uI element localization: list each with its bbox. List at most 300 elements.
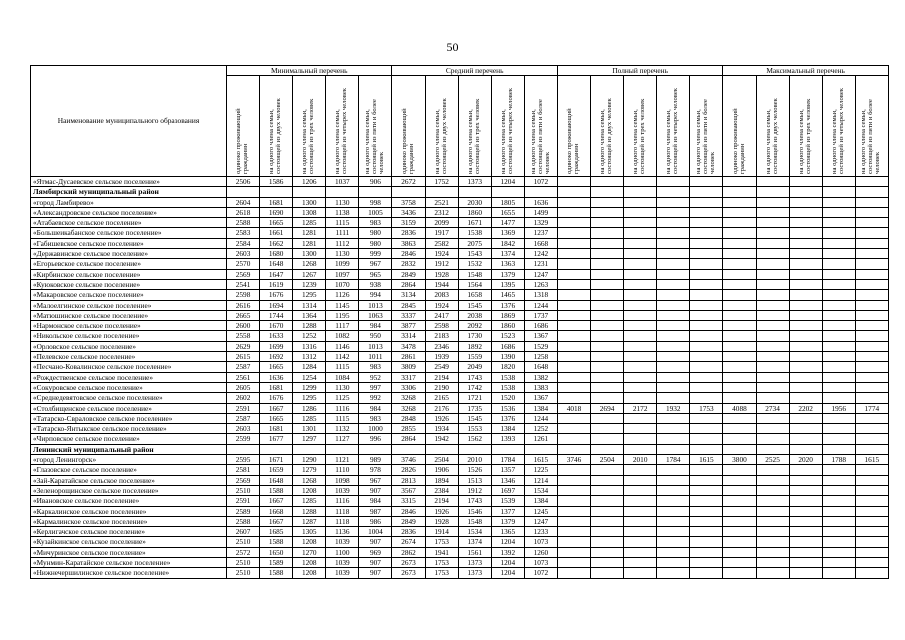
value-cell: 1588	[260, 537, 293, 547]
value-cell	[822, 516, 855, 526]
table-row	[31, 527, 889, 537]
value-cell: 2734	[756, 403, 789, 413]
value-cell	[690, 372, 723, 382]
value-cell	[756, 218, 789, 228]
value-cell	[756, 249, 789, 259]
value-cell	[855, 485, 888, 495]
value-cell: 2190	[425, 382, 458, 392]
value-cell: 1267	[293, 269, 326, 279]
value-cell: 1100	[326, 547, 359, 557]
value-cell: 1384	[491, 424, 524, 434]
value-cell: 1132	[326, 424, 359, 434]
value-cell	[789, 290, 822, 300]
value-cell	[723, 424, 756, 434]
value-cell: 2694	[591, 403, 624, 413]
value-cell	[756, 290, 789, 300]
value-cell: 1685	[260, 527, 293, 537]
value-cell	[690, 249, 723, 259]
sub-header-label: на одного члена семьи, состоящей из трех человек	[797, 98, 812, 174]
value-cell	[690, 279, 723, 289]
value-cell: 2598	[227, 290, 260, 300]
value-cell: 2618	[227, 207, 260, 217]
value-cell	[723, 177, 756, 187]
value-cell: 2194	[425, 496, 458, 506]
value-cell	[690, 516, 723, 526]
value-cell: 984	[359, 496, 392, 506]
value-cell	[723, 393, 756, 403]
value-cell	[756, 341, 789, 351]
sub-header-cell	[822, 76, 855, 177]
sub-header-label: на одного члена семьи, состоящей из двух человек	[599, 98, 614, 174]
value-cell: 1312	[293, 352, 326, 362]
value-cell	[690, 300, 723, 310]
value-cell: 1735	[458, 403, 491, 413]
value-cell: 1538	[491, 382, 524, 392]
municipality-name: «Мунмин-Каратайское сельское поселение»	[31, 557, 227, 567]
value-cell	[789, 238, 822, 248]
value-cell	[557, 465, 590, 475]
value-cell: 1588	[260, 485, 293, 495]
value-cell	[591, 434, 624, 444]
value-cell: 1912	[425, 259, 458, 269]
value-cell	[624, 485, 657, 495]
value-cell	[657, 465, 690, 475]
value-cell	[624, 475, 657, 485]
municipality-name: «Ятмас-Дусаевское сельское поселение»	[31, 177, 227, 187]
value-cell: 2172	[624, 403, 657, 413]
value-cell: 1244	[524, 413, 557, 423]
value-cell: 938	[359, 279, 392, 289]
value-cell	[822, 228, 855, 238]
value-cell	[657, 516, 690, 526]
value-cell: 1665	[260, 218, 293, 228]
value-cell	[690, 238, 723, 248]
value-cell	[822, 187, 855, 197]
value-cell: 1532	[458, 259, 491, 269]
value-cell	[624, 259, 657, 269]
value-cell: 2607	[227, 527, 260, 537]
value-cell: 1284	[293, 362, 326, 372]
value-cell	[855, 177, 888, 187]
value-cell: 2598	[425, 321, 458, 331]
value-cell: 1004	[359, 527, 392, 537]
value-cell: 1295	[293, 290, 326, 300]
value-cell	[591, 516, 624, 526]
value-cell	[855, 321, 888, 331]
value-cell	[855, 516, 888, 526]
value-cell: 1364	[293, 310, 326, 320]
sub-header-cell	[491, 76, 524, 177]
value-cell	[855, 187, 888, 197]
value-cell	[789, 413, 822, 423]
value-cell	[657, 496, 690, 506]
value-cell: 1860	[491, 321, 524, 331]
sub-header-cell	[524, 76, 557, 177]
municipality-name: «Татарско-Янтыкское сельское поселение»	[31, 424, 227, 434]
value-cell	[855, 279, 888, 289]
value-cell	[789, 434, 822, 444]
value-cell	[855, 259, 888, 269]
value-cell: 2595	[227, 455, 260, 465]
value-cell	[557, 228, 590, 238]
value-cell: 1932	[657, 403, 690, 413]
value-cell: 1650	[260, 547, 293, 557]
value-cell: 3134	[392, 290, 425, 300]
value-cell	[591, 465, 624, 475]
municipality-name: «Глазовское сельское поселение»	[31, 465, 227, 475]
group-header: Средний перечень	[392, 66, 557, 76]
municipality-name: «Габишевское сельское поселение»	[31, 238, 227, 248]
value-cell	[789, 568, 822, 578]
value-cell: 1681	[260, 382, 293, 392]
value-cell	[524, 187, 557, 197]
value-cell: 1247	[524, 269, 557, 279]
value-cell	[789, 506, 822, 516]
value-cell	[657, 506, 690, 516]
sub-header-label: одиноко проживающий гражданин	[731, 108, 746, 174]
value-cell: 2010	[624, 455, 657, 465]
value-cell: 1252	[524, 424, 557, 434]
value-cell: 1686	[524, 321, 557, 331]
value-cell: 1553	[458, 424, 491, 434]
group-header: Максимальный перечень	[723, 66, 888, 76]
value-cell: 1121	[326, 455, 359, 465]
value-cell	[855, 424, 888, 434]
value-cell	[690, 485, 723, 495]
table-row	[31, 331, 889, 341]
value-cell: 1011	[359, 352, 392, 362]
value-cell	[789, 537, 822, 547]
value-cell	[822, 352, 855, 362]
column-header-name: Наименование муниципального образования	[31, 66, 227, 177]
value-cell: 1285	[293, 496, 326, 506]
value-cell	[789, 279, 822, 289]
value-cell: 1281	[293, 228, 326, 238]
table-row	[31, 455, 889, 465]
value-cell: 1737	[524, 310, 557, 320]
municipality-name: «Кузайкинское сельское поселение»	[31, 537, 227, 547]
value-cell	[822, 444, 855, 454]
value-cell	[756, 269, 789, 279]
value-cell	[690, 382, 723, 392]
municipality-name: «Столбищенское сельское поселение»	[31, 403, 227, 413]
value-cell: 1098	[326, 475, 359, 485]
value-cell: 2504	[425, 455, 458, 465]
value-cell	[789, 352, 822, 362]
municipality-name: «Ивановское сельское поселение»	[31, 496, 227, 506]
value-cell	[657, 568, 690, 578]
value-cell: 2569	[227, 269, 260, 279]
value-cell: 1382	[524, 372, 557, 382]
value-cell	[822, 362, 855, 372]
value-cell	[326, 187, 359, 197]
value-cell: 2591	[227, 403, 260, 413]
sub-header-label: на одного члена семьи, состоящей из трех человек	[466, 98, 481, 174]
value-cell	[855, 310, 888, 320]
value-cell: 1376	[491, 300, 524, 310]
sub-header-label: на одного члена семьи, состоящей из четырех человек	[830, 88, 845, 174]
value-cell	[524, 444, 557, 454]
municipality-name: «Атабаевское сельское поселение»	[31, 218, 227, 228]
table-row	[31, 249, 889, 259]
sub-header-label: на одного члена семьи, состоящей из двух человек	[433, 98, 448, 174]
value-cell: 2510	[227, 537, 260, 547]
value-cell: 2549	[425, 362, 458, 372]
value-cell: 1788	[822, 455, 855, 465]
value-cell: 1300	[293, 249, 326, 259]
value-cell	[756, 516, 789, 526]
value-cell: 1299	[293, 382, 326, 392]
value-cell	[557, 269, 590, 279]
value-cell	[789, 475, 822, 485]
value-cell: 3436	[392, 207, 425, 217]
value-cell	[657, 187, 690, 197]
value-cell	[789, 228, 822, 238]
value-cell: 907	[359, 485, 392, 495]
value-cell: 1694	[260, 300, 293, 310]
value-cell	[491, 444, 524, 454]
value-cell: 1242	[524, 249, 557, 259]
value-cell	[624, 238, 657, 248]
value-cell	[624, 372, 657, 382]
value-cell: 2183	[425, 331, 458, 341]
district-name: Лямбирский муниципальный район	[31, 187, 227, 197]
value-cell: 1539	[491, 496, 524, 506]
value-cell: 2826	[392, 465, 425, 475]
value-cell: 1774	[855, 403, 888, 413]
value-cell: 1465	[491, 290, 524, 300]
value-cell	[756, 197, 789, 207]
sub-header-label: на одного члена семьи, состоящей из пяти и более человек	[694, 99, 716, 174]
value-cell: 2510	[227, 568, 260, 578]
value-cell: 1392	[491, 547, 524, 557]
sub-header-label: на одного члена семьи, состоящей из пяти и более человек	[529, 99, 551, 174]
value-cell: 1926	[425, 506, 458, 516]
value-cell: 1363	[491, 259, 524, 269]
value-cell	[557, 413, 590, 423]
value-cell: 1379	[491, 516, 524, 526]
value-cell: 3478	[392, 341, 425, 351]
value-cell: 2587	[227, 413, 260, 423]
value-cell: 1743	[458, 372, 491, 382]
value-cell	[789, 300, 822, 310]
value-cell: 1661	[260, 228, 293, 238]
value-cell	[756, 362, 789, 372]
value-cell	[624, 331, 657, 341]
value-cell	[789, 207, 822, 217]
value-cell: 1671	[260, 455, 293, 465]
value-cell	[227, 444, 260, 454]
value-cell: 980	[359, 228, 392, 238]
value-cell	[822, 207, 855, 217]
value-cell: 3758	[392, 197, 425, 207]
value-cell	[591, 496, 624, 506]
value-cell: 2194	[425, 372, 458, 382]
value-cell: 1263	[524, 279, 557, 289]
value-cell: 1082	[326, 331, 359, 341]
value-cell: 2665	[227, 310, 260, 320]
value-cell	[855, 557, 888, 567]
table-row	[31, 424, 889, 434]
value-cell: 2861	[392, 352, 425, 362]
value-cell	[227, 187, 260, 197]
value-cell	[723, 465, 756, 475]
value-cell	[756, 413, 789, 423]
value-cell: 2558	[227, 331, 260, 341]
value-cell	[756, 506, 789, 516]
table-row	[31, 228, 889, 238]
sub-header-cell	[624, 76, 657, 177]
value-cell: 1130	[326, 197, 359, 207]
municipality-name: «Кирбинское сельское поселение»	[31, 269, 227, 279]
value-cell: 1928	[425, 516, 458, 526]
value-cell	[657, 393, 690, 403]
value-cell: 983	[359, 413, 392, 423]
value-cell: 2615	[227, 352, 260, 362]
value-cell: 2672	[392, 177, 425, 187]
table-row	[31, 382, 889, 392]
value-cell	[690, 557, 723, 567]
value-cell: 1545	[458, 413, 491, 423]
value-cell	[657, 527, 690, 537]
municipality-name: «Мичуринское сельское поселение»	[31, 547, 227, 557]
value-cell	[822, 218, 855, 228]
value-cell: 2846	[392, 249, 425, 259]
value-cell: 952	[359, 372, 392, 382]
value-cell	[557, 444, 590, 454]
value-cell: 1115	[326, 218, 359, 228]
value-cell: 1013	[359, 341, 392, 351]
value-cell	[359, 444, 392, 454]
value-cell	[690, 568, 723, 578]
value-cell: 1384	[524, 403, 557, 413]
sub-header-cell	[690, 76, 723, 177]
value-cell	[557, 321, 590, 331]
sub-header-label: на одного члена семьи, состоящей из четырех человек	[665, 88, 680, 174]
value-cell	[723, 527, 756, 537]
value-cell	[756, 382, 789, 392]
sub-header-label: на одного члена семьи, состоящей из двух человек	[764, 98, 779, 174]
value-cell	[789, 341, 822, 351]
value-cell	[591, 537, 624, 547]
value-cell: 2020	[789, 455, 822, 465]
value-cell: 1288	[293, 321, 326, 331]
value-cell: 965	[359, 269, 392, 279]
table-row	[31, 259, 889, 269]
value-cell: 1377	[491, 506, 524, 516]
value-cell	[624, 300, 657, 310]
table-row	[31, 475, 889, 485]
group-header: Минимальный перечень	[227, 66, 392, 76]
value-cell	[591, 547, 624, 557]
value-cell	[756, 259, 789, 269]
value-cell	[822, 177, 855, 187]
value-cell: 1346	[491, 475, 524, 485]
value-cell: 1690	[260, 207, 293, 217]
value-cell	[657, 444, 690, 454]
value-cell: 992	[359, 393, 392, 403]
table-row	[31, 269, 889, 279]
value-cell: 1934	[425, 424, 458, 434]
value-cell: 1239	[293, 279, 326, 289]
value-cell: 1084	[326, 372, 359, 382]
value-cell: 3800	[723, 455, 756, 465]
value-cell: 1926	[425, 413, 458, 423]
value-cell	[557, 527, 590, 537]
value-cell: 2202	[789, 403, 822, 413]
value-cell	[591, 382, 624, 392]
value-cell	[591, 475, 624, 485]
table-row	[31, 485, 889, 495]
value-cell	[789, 331, 822, 341]
value-cell	[789, 187, 822, 197]
value-cell	[557, 568, 590, 578]
value-cell	[690, 547, 723, 557]
value-cell: 967	[359, 475, 392, 485]
table-row	[31, 547, 889, 557]
value-cell: 1914	[425, 527, 458, 537]
value-cell	[690, 465, 723, 475]
value-cell: 2589	[227, 506, 260, 516]
value-cell: 1390	[491, 352, 524, 362]
value-cell	[591, 321, 624, 331]
value-cell	[657, 362, 690, 372]
value-cell: 1784	[657, 455, 690, 465]
value-cell	[822, 259, 855, 269]
value-cell: 1894	[425, 475, 458, 485]
value-cell: 1393	[491, 434, 524, 444]
value-cell	[789, 547, 822, 557]
value-cell: 1281	[293, 238, 326, 248]
value-cell	[657, 207, 690, 217]
value-cell	[855, 362, 888, 372]
value-cell: 983	[359, 218, 392, 228]
value-cell: 907	[359, 568, 392, 578]
value-cell: 1268	[293, 259, 326, 269]
value-cell: 1208	[293, 568, 326, 578]
value-cell	[425, 444, 458, 454]
value-cell: 1125	[326, 393, 359, 403]
value-cell	[557, 259, 590, 269]
value-cell: 1721	[458, 393, 491, 403]
value-cell	[690, 434, 723, 444]
municipality-name: «Зай-Каратайское сельское поселение»	[31, 475, 227, 485]
value-cell	[690, 259, 723, 269]
municipality-name: «Егорьевское сельское поселение»	[31, 259, 227, 269]
value-cell	[591, 341, 624, 351]
table-row	[31, 516, 889, 526]
value-cell: 1287	[293, 516, 326, 526]
sub-header-cell	[359, 76, 392, 177]
value-cell	[624, 393, 657, 403]
value-cell	[756, 557, 789, 567]
value-cell: 1206	[293, 177, 326, 187]
value-cell	[723, 310, 756, 320]
value-cell: 1676	[260, 290, 293, 300]
value-cell	[690, 506, 723, 516]
value-cell	[789, 465, 822, 475]
value-cell: 1562	[458, 434, 491, 444]
value-cell: 1285	[293, 218, 326, 228]
value-cell: 1588	[260, 568, 293, 578]
value-cell	[822, 475, 855, 485]
value-cell	[624, 382, 657, 392]
district-name: Ленинский муниципальный район	[31, 444, 227, 454]
value-cell	[723, 547, 756, 557]
value-cell: 1270	[293, 547, 326, 557]
value-cell	[591, 557, 624, 567]
value-cell	[624, 249, 657, 259]
